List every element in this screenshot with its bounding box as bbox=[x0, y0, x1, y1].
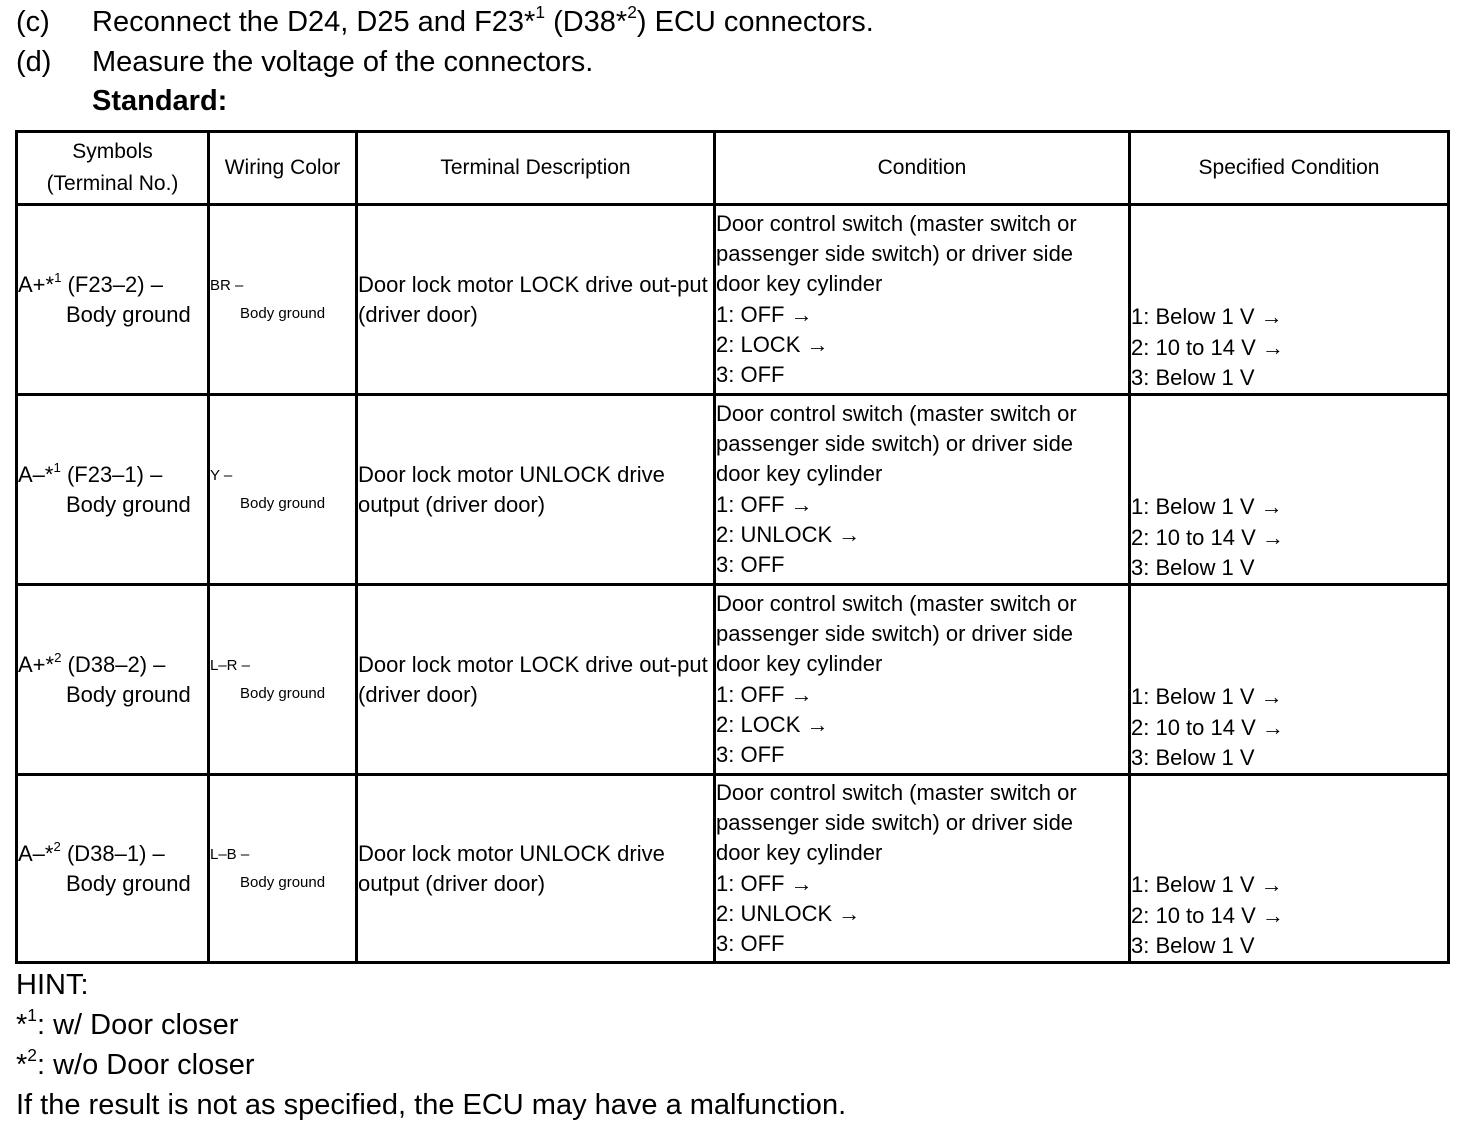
header-terminal-description: Terminal Description bbox=[357, 132, 715, 205]
hint-note-1: *$^1$: w/ Door closer bbox=[16, 1004, 239, 1041]
step-d bbox=[16, 45, 593, 79]
condition-cell: Door control switch (master switch or passenger side switch) or driver side door key cylinder 1: OFF → 2: LOCK → 3: OFF bbox=[715, 205, 1130, 395]
header-condition: Condition bbox=[715, 132, 1130, 205]
step-d-text: Measure the voltage of the connectors. bbox=[92, 46, 594, 78]
terminal-description-cell: Door lock motor UNLOCK drive output (driver door) bbox=[357, 775, 715, 963]
symbol-cell: A–*$^1$ (F23–1) – Body ground bbox=[17, 395, 209, 585]
terminal-description-cell: Door lock motor UNLOCK drive output (driver door) bbox=[357, 395, 715, 585]
header-wiring-color: Wiring Color bbox=[209, 132, 357, 205]
specified-condition-cell: 1: Below 1 V → 2: 10 to 14 V → 3: Below 1 V bbox=[1130, 775, 1449, 963]
step-c-text: Reconnect the D24, D25 and F23*$^1$ (D38*$^2$) ECU connectors. bbox=[92, 1, 874, 38]
terminal-description-cell: Door lock motor LOCK drive out-put (driver door) bbox=[357, 585, 715, 775]
step-d-label: (d) bbox=[16, 46, 52, 78]
wiring-color-cell: BR – Body ground bbox=[209, 205, 357, 395]
hint-title: HINT: bbox=[16, 969, 89, 1001]
symbol-cell: A–*$^2$ (D38–1) – Body ground bbox=[17, 775, 209, 963]
step-c-label: (c) bbox=[16, 6, 50, 38]
terminal-description-cell: Door lock motor LOCK drive out-put (driver door) bbox=[357, 205, 715, 395]
table-row bbox=[17, 395, 1449, 585]
condition-cell: Door control switch (master switch or passenger side switch) or driver side door key cylinder 1: OFF → 2: LOCK → 3: OFF bbox=[715, 585, 1130, 775]
wiring-color-cell: Y – Body ground bbox=[209, 395, 357, 585]
header-specified-condition: Specified Condition bbox=[1130, 132, 1449, 205]
condition-cell: Door control switch (master switch or passenger side switch) or driver side door key cylinder 1: OFF → 2: UNLOCK → 3: OFF bbox=[715, 395, 1130, 585]
hint-note-2: *$^2$: w/o Door closer bbox=[16, 1044, 255, 1081]
table-row bbox=[17, 775, 1449, 963]
wiring-color-cell: L–R – Body ground bbox=[209, 585, 357, 775]
specified-condition-cell: 1: Below 1 V → 2: 10 to 14 V → 3: Below 1 V bbox=[1130, 585, 1449, 775]
condition-cell: Door control switch (master switch or passenger side switch) or driver side door key cylinder 1: OFF → 2: UNLOCK → 3: OFF bbox=[715, 775, 1130, 963]
table-row bbox=[17, 205, 1449, 395]
symbol-cell: A+*$^2$ (D38–2) – Body ground bbox=[17, 585, 209, 775]
specified-condition-cell: 1: Below 1 V → 2: 10 to 14 V → 3: Below 1 V bbox=[1130, 395, 1449, 585]
step-c bbox=[16, 1, 874, 39]
symbol-cell: A+*$^1$ (F23–2) – Body ground bbox=[17, 205, 209, 395]
specified-condition-cell: 1: Below 1 V → 2: 10 to 14 V → 3: Below 1 V bbox=[1130, 205, 1449, 395]
header-symbols: Symbols (Terminal No.) bbox=[17, 132, 209, 205]
hint-result-note: If the result is not as specified, the ECU may have a malfunction. bbox=[16, 1089, 847, 1121]
voltage-spec-table bbox=[15, 130, 1450, 964]
table-header-row bbox=[17, 132, 1449, 205]
table-row bbox=[17, 585, 1449, 775]
standard-label: Standard: bbox=[92, 85, 228, 117]
wiring-color-cell: L–B – Body ground bbox=[209, 775, 357, 963]
